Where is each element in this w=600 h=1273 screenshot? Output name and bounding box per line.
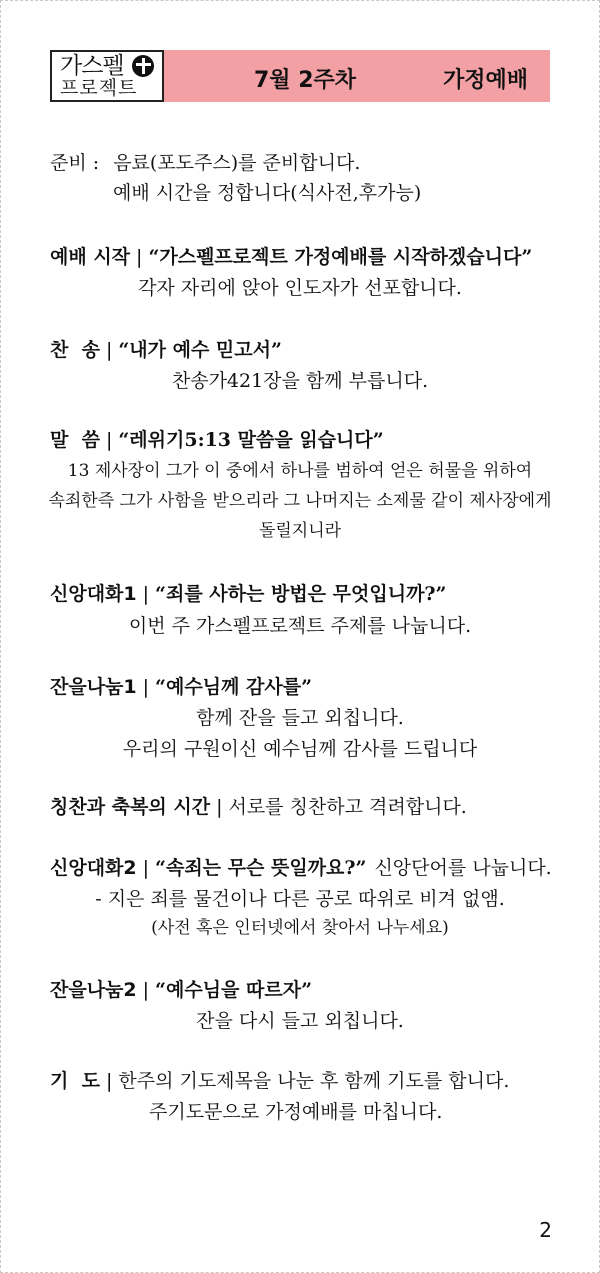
faith1-text: 이번 주 가스펠프로젝트 주제를 나눕니다. [128, 615, 472, 637]
cup2-quote: “예수님을 따르자” [155, 979, 312, 1001]
hymn-sep: | [105, 339, 113, 361]
faith1-label: 신앙대화1 [50, 583, 137, 605]
hymn-label: 찬 송 [50, 339, 100, 361]
section-word-heading [50, 428, 384, 452]
section-cup2-heading [50, 978, 312, 1002]
header-band [164, 50, 550, 102]
start-label: 예배 시작 [50, 246, 131, 268]
cup1-line1: 함께 잔을 들고 외칩니다. [196, 707, 404, 729]
word-quote: “레위기5:13 말씀을 읽습니다” [118, 429, 384, 451]
word-label: 말 씀 [50, 429, 100, 451]
faith2-label: 신앙대화2 [50, 857, 137, 879]
prep-line2: 예배 시간을 정합니다(식사전,후가능) [113, 182, 422, 204]
cup1-label: 잔을나눔1 [50, 676, 137, 698]
section-cup1-heading [50, 675, 312, 699]
faith1-sep: | [142, 583, 150, 605]
faith2-tail: 신앙단어를 나눕니다. [374, 857, 552, 879]
section-faith2-heading [50, 856, 552, 880]
week-label: 7월 2주차 [254, 68, 357, 93]
prayer-label: 기 도 [50, 1070, 100, 1092]
section-faith1-heading [50, 582, 446, 606]
section-start-heading [50, 245, 532, 269]
prayer-text: 한주의 기도제목을 나눈 후 함께 기도를 합니다. [118, 1070, 510, 1092]
header [50, 50, 550, 102]
page-number: 2 [539, 1218, 552, 1242]
prep-label: 준비 : [50, 152, 100, 174]
word-sep: | [105, 429, 113, 451]
hymn-text: 찬송가421장을 함께 부릅니다. [171, 370, 429, 392]
faith2-line2: (사전 혹은 인터넷에서 찾아서 나누세요) [151, 918, 449, 938]
section-hymn-heading [50, 338, 282, 362]
gospel-project-logo [50, 50, 164, 102]
cup2-sep: | [142, 979, 150, 1001]
section-praise [50, 795, 467, 819]
cup2-label: 잔을나눔2 [50, 979, 137, 1001]
faith2-sep: | [142, 857, 150, 879]
word-line3: 돌릴지니라 [258, 521, 342, 541]
faith1-quote: “죄를 사하는 방법은 무엇입니까?” [155, 583, 447, 605]
prep-text1: 음료(포도주스)를 준비합니다. [113, 152, 361, 174]
praise-label: 칭찬과 축복의 시간 [50, 796, 211, 818]
faith2-quote: “속죄는 무슨 뜻일까요?” [155, 857, 367, 879]
word-line1: 13 제사장이 그가 이 중에서 하나를 범하여 얻은 허물을 위하여 [67, 461, 533, 481]
faith2-line1: - 지은 죄를 물건이나 다른 공로 따위로 비겨 없앰. [95, 888, 505, 910]
cross-icon [132, 55, 154, 77]
cup2-text: 잔을 다시 들고 외칩니다. [196, 1010, 404, 1032]
start-quote: “가스펠프로젝트 가정예배를 시작하겠습니다” [148, 246, 533, 268]
word-line2: 속죄한즉 그가 사함을 받으리라 그 나머지는 소제물 같이 제사장에게 [48, 491, 552, 511]
prayer-text2: 주기도문으로 가정예배를 마칩니다. [149, 1101, 443, 1123]
prayer-sep: | [105, 1070, 113, 1092]
prep-line1 [50, 151, 360, 175]
section-prayer [50, 1069, 509, 1093]
praise-sep: | [216, 796, 223, 818]
praise-text: 서로를 칭찬하고 격려합니다. [228, 796, 467, 818]
start-sep: | [136, 246, 143, 268]
logo-line2: 프로젝트 [60, 77, 138, 99]
cup1-line2: 우리의 구원이신 예수님께 감사를 드립니다 [122, 738, 478, 760]
cup1-quote: “예수님께 감사를” [155, 676, 312, 698]
hymn-quote: “내가 예수 믿고서” [118, 339, 282, 361]
cup1-sep: | [142, 676, 150, 698]
logo-line1: 가스펠 [60, 53, 124, 79]
worship-title: 가정예배 [442, 68, 528, 93]
start-text: 각자 자리에 앉아 인도자가 선포합니다. [138, 277, 462, 299]
